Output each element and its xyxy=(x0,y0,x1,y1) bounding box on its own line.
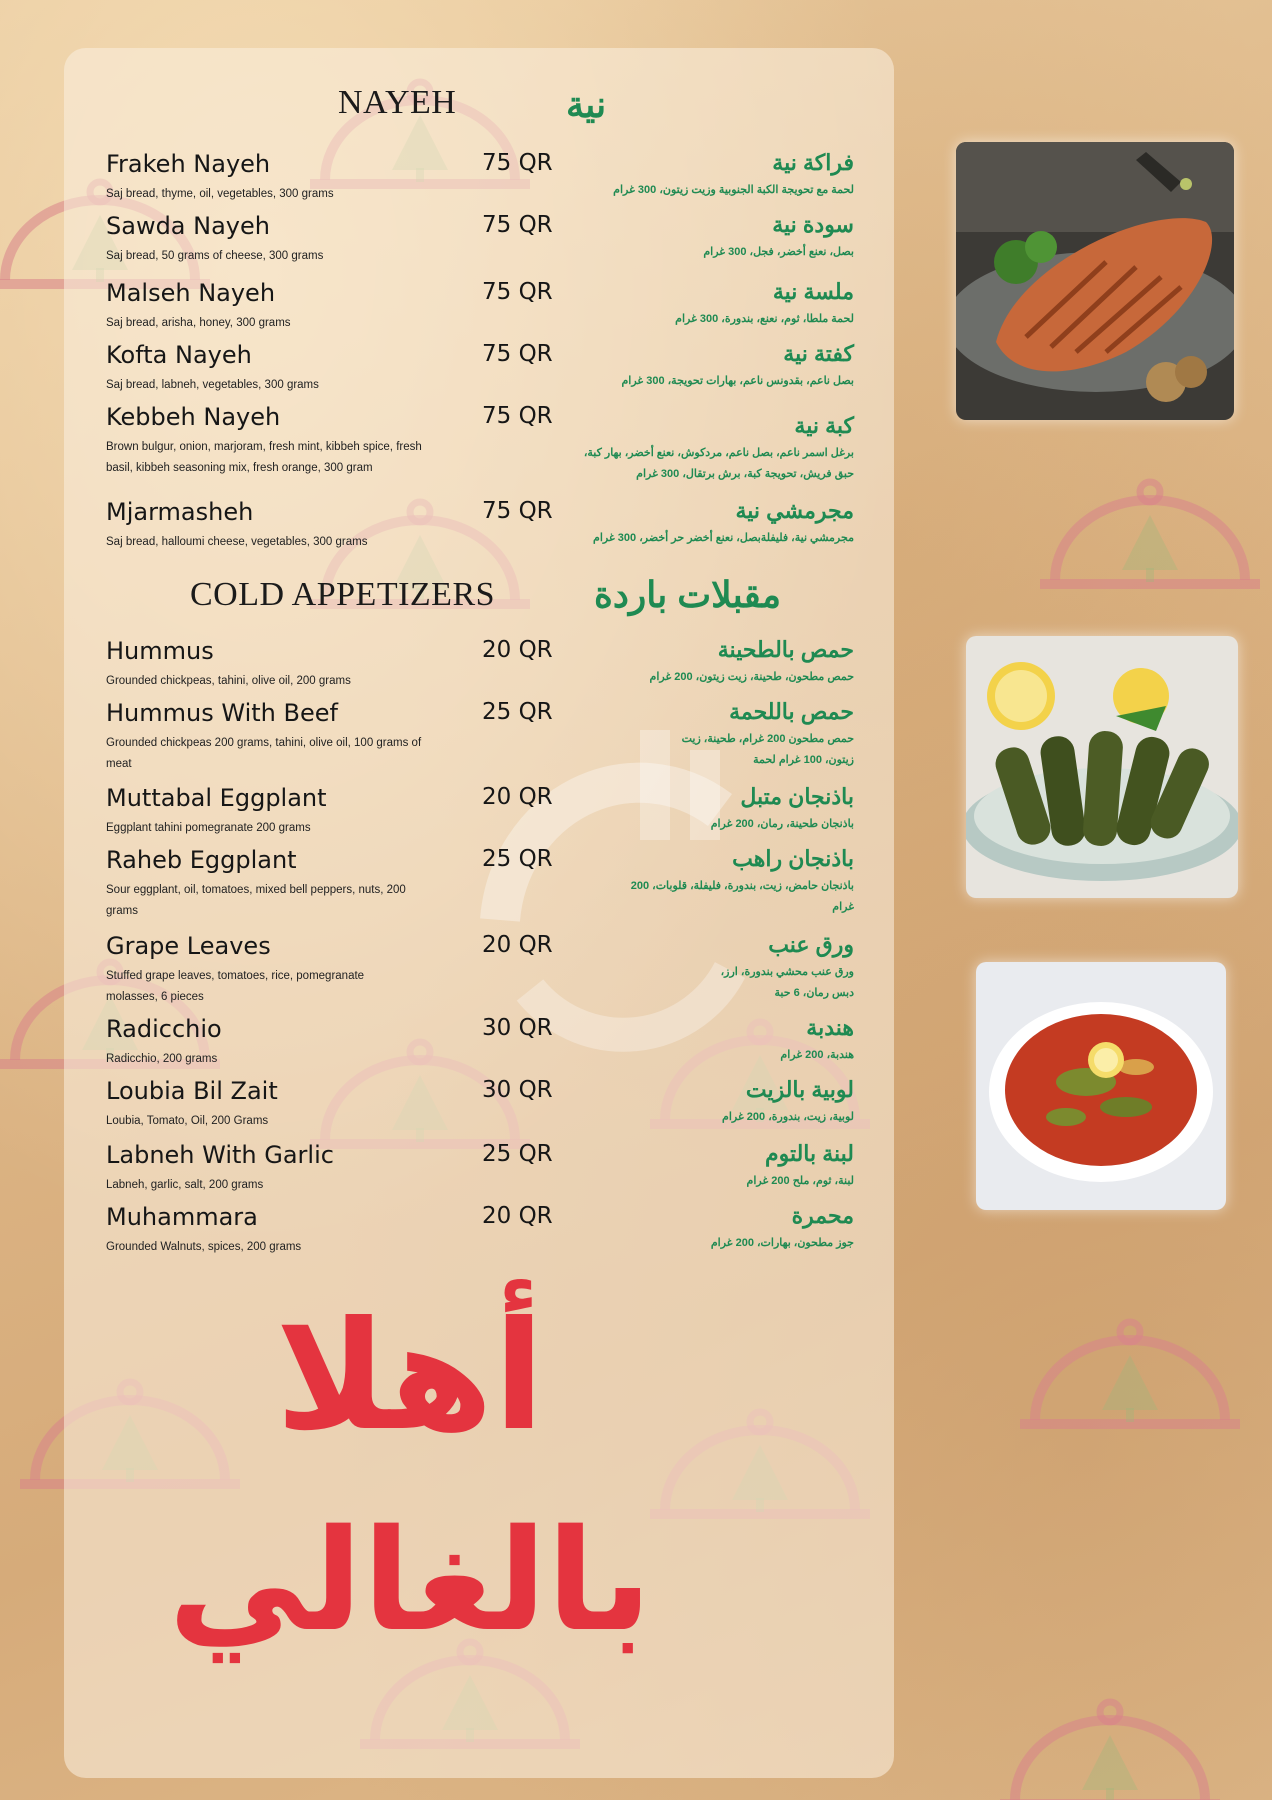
item-price: 75 QR xyxy=(482,498,553,524)
item-price: 20 QR xyxy=(482,932,553,958)
item-description-en: Brown bulgur, onion, marjoram, fresh mint, kibbeh spice, fresh basil, kibbeh seasoning mix, fresh orange, 300 gram xyxy=(106,441,422,474)
section-title-cold-en: COLD APPETIZERS xyxy=(190,576,496,613)
item-description-ar: جوز مطحون، بهارات، 200 غرام xyxy=(710,1237,854,1249)
item-description-en: Grounded Walnuts, spices, 200 grams xyxy=(106,1241,302,1253)
welcome-line-2: بالغالي xyxy=(168,1500,652,1663)
item-description-ar: هندبة، 200 غرام xyxy=(780,1049,854,1061)
item-description-ar: ورق عنب محشي بندورة، ارز، دبس رمان، 6 حبة xyxy=(720,966,854,999)
item-name-en: Frakeh Nayeh xyxy=(106,150,271,178)
section-title-nayeh-en: NAYEH xyxy=(338,84,457,121)
item-name-ar: مجرمشي نية xyxy=(735,498,854,523)
section-title-cold-ar: مقبلات باردة xyxy=(594,574,781,615)
item-description-ar: مجرمشي نية، فليفلةبصل، نعنع أخضر حر أخضر، 300 غرام xyxy=(593,532,854,544)
item-description-ar: حمص مطحون 200 غرام، طحينة، زيت زيتون، 100 غرام لحمة xyxy=(681,733,854,766)
item-name-ar: ملسة نية xyxy=(772,279,854,304)
item-price: 75 QR xyxy=(482,150,553,176)
item-price: 25 QR xyxy=(482,1141,553,1167)
item-name-en: Raheb Eggplant xyxy=(106,846,297,874)
grape-leaves-photo xyxy=(966,636,1238,898)
item-description-ar: لبنة، ثوم، ملح 200 غرام xyxy=(746,1175,854,1187)
item-description-en: Stuffed grape leaves, tomatoes, rice, pomegranate molasses, 6 pieces xyxy=(106,970,365,1003)
item-name-ar: باذنجان راهب xyxy=(732,846,854,871)
item-description-en: Saj bread, thyme, oil, vegetables, 300 grams xyxy=(106,188,334,200)
item-name-en: Hummus With Beef xyxy=(106,699,338,727)
item-name-ar: حمص باللحمة xyxy=(729,699,854,724)
item-description-ar: بصل، نعنع أخضر، فجل، 300 غرام xyxy=(703,246,854,258)
item-price: 75 QR xyxy=(482,279,553,305)
item-name-ar: محمرة xyxy=(791,1203,854,1228)
item-name-en: Grape Leaves xyxy=(106,932,271,960)
item-name-en: Labneh With Garlic xyxy=(106,1141,334,1169)
item-description-ar: بصل ناعم، بقدونس ناعم، بهارات تحويجة، 300 غرام xyxy=(621,375,854,387)
item-price: 20 QR xyxy=(482,1203,553,1229)
item-name-en: Loubia Bil Zait xyxy=(106,1077,278,1105)
item-description-ar: باذنجان طحينة، رمان، 200 غرام xyxy=(710,818,854,830)
item-description-en: Loubia, Tomato, Oil, 200 Grams xyxy=(106,1115,269,1127)
item-name-ar: سودة نية xyxy=(772,212,854,237)
item-name-en: Malseh Nayeh xyxy=(106,279,276,307)
item-description-en: Labneh, garlic, salt, 200 grams xyxy=(106,1179,264,1191)
item-description-ar: لحمة مع تحويجة الكبة الجنوبية وزيت زيتون، 300 غرام xyxy=(613,184,854,196)
item-price: 20 QR xyxy=(482,637,553,663)
item-price: 75 QR xyxy=(482,341,553,367)
item-description-en: Saj bread, 50 grams of cheese, 300 grams xyxy=(106,250,324,262)
item-name-ar: حمص بالطحينة xyxy=(717,637,854,662)
item-name-en: Muttabal Eggplant xyxy=(106,784,327,812)
item-name-ar: هندبة xyxy=(806,1015,854,1040)
item-description-ar: حمص مطحون، طحينة، زيت زيتون، 200 غرام xyxy=(649,671,854,683)
item-price: 30 QR xyxy=(482,1077,553,1103)
item-name-en: Sawda Nayeh xyxy=(106,212,270,240)
item-name-en: Muhammara xyxy=(106,1203,258,1231)
item-description-en: Saj bread, halloumi cheese, vegetables, 300 grams xyxy=(106,536,368,548)
item-name-en: Radicchio xyxy=(106,1015,222,1043)
item-name-en: Kofta Nayeh xyxy=(106,341,252,369)
item-description-ar: لحمة ملطا، ثوم، نعنع، بندورة، 300 غرام xyxy=(675,313,854,325)
item-name-en: Hummus xyxy=(106,637,214,665)
item-description-en: Eggplant tahini pomegranate 200 grams xyxy=(106,822,311,834)
item-description-en: Saj bread, labneh, vegetables, 300 grams xyxy=(106,379,319,391)
item-description-en: Saj bread, arisha, honey, 300 grams xyxy=(106,317,291,329)
item-name-ar: كفتة نية xyxy=(783,341,854,366)
loubia-bil-zait-photo xyxy=(976,962,1226,1210)
item-price: 30 QR xyxy=(482,1015,553,1041)
item-price: 75 QR xyxy=(482,212,553,238)
item-description-ar: باذنجان حامض، زيت، بندورة، فليفلة، قلوبات، 200 غرام xyxy=(630,880,854,913)
item-name-en: Mjarmasheh xyxy=(106,498,254,526)
item-name-ar: كبة نية xyxy=(794,413,854,438)
item-price: 25 QR xyxy=(482,846,553,872)
kibbeh-nayeh-photo xyxy=(956,142,1234,420)
item-name-ar: لبنة بالتوم xyxy=(764,1141,854,1166)
item-price: 20 QR xyxy=(482,784,553,810)
item-description-ar: برغل اسمر ناعم، بصل ناعم، مردكوش، نعنع أخضر، بهار كبة، حبق فريش، تحويجة كبة، برش برتقال، 300 غرام xyxy=(583,447,854,480)
item-name-ar: فراكة نية xyxy=(772,150,854,175)
item-price: 75 QR xyxy=(482,403,553,429)
item-name-ar: لوبية بالزيت xyxy=(745,1077,854,1102)
section-title-nayeh-ar: نية xyxy=(566,84,607,125)
welcome-line-1: أهلا xyxy=(275,1290,545,1464)
item-description-en: Sour eggplant, oil, tomatoes, mixed bell peppers, nuts, 200 grams xyxy=(106,884,406,917)
item-description-en: Grounded chickpeas, tahini, olive oil, 200 grams xyxy=(106,675,351,687)
item-name-ar: ورق عنب xyxy=(768,932,854,957)
item-price: 25 QR xyxy=(482,699,553,725)
item-description-en: Grounded chickpeas 200 grams, tahini, olive oil, 100 grams of meat xyxy=(106,737,422,770)
item-name-ar: باذنجان متبل xyxy=(740,784,854,809)
item-description-en: Radicchio, 200 grams xyxy=(106,1053,218,1065)
item-description-ar: لوبية، زيت، بندورة، 200 غرام xyxy=(722,1111,854,1123)
item-name-en: Kebbeh Nayeh xyxy=(106,403,281,431)
